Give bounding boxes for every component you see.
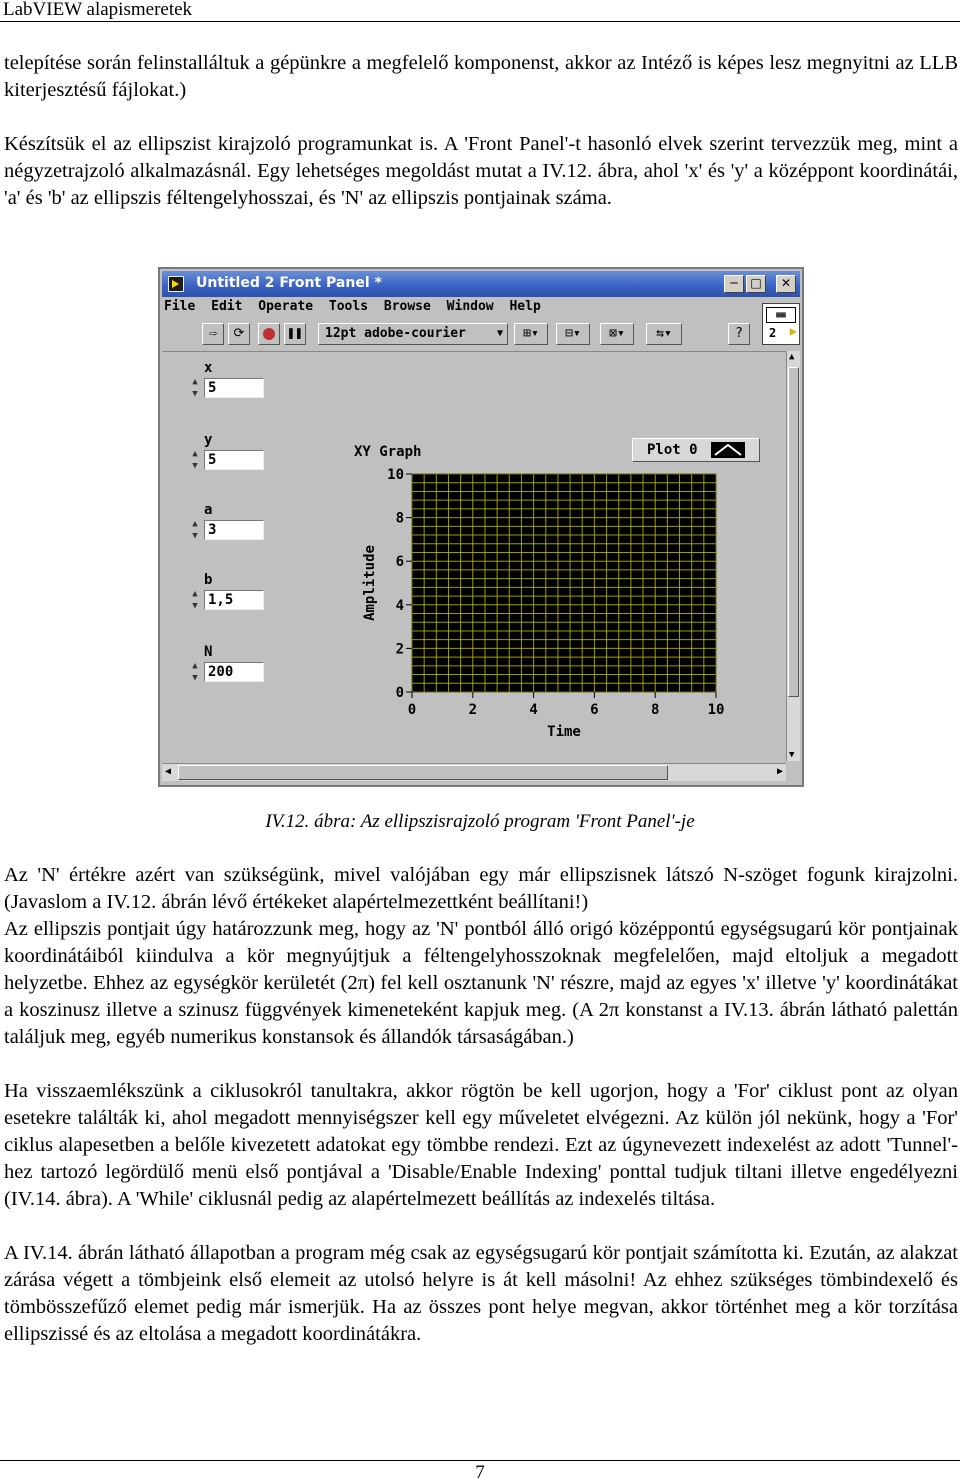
y-tick-label: 4: [395, 597, 404, 614]
horizontal-scroll-thumb[interactable]: [178, 765, 668, 780]
control-a-label: a: [204, 502, 213, 518]
vi-icon-arrow-icon: ▶: [789, 324, 797, 338]
plot-legend-label: Plot 0: [647, 442, 698, 458]
menu-window[interactable]: Window: [446, 299, 494, 314]
control-n: [184, 644, 294, 688]
scroll-down-icon[interactable]: ▼: [789, 750, 795, 760]
window-title: Untitled 2 Front Panel *: [196, 275, 382, 291]
chevron-down-icon: ▼: [496, 328, 503, 339]
plot-area: [412, 474, 716, 692]
window-titlebar[interactable]: [162, 271, 800, 297]
x-tick-label: 10: [707, 702, 725, 718]
labview-app-icon: [168, 276, 184, 292]
align-objects-icon[interactable]: ⊞▾: [514, 323, 548, 345]
paragraph-5: Ha visszaemlékszünk a ciklusokról tanultakra, akkor rögtön be kell ugorjon, hogy a 'For' ciklust pont az olyan esetekre találták ki, ahol megadott mennyiségszer kell egy műveletet elvégezni. Az külön jól nekünk, hogy a 'For' ciklus alapesetben a belőle kivezetett adatokat egy tömbbe rendezi. Ezt az úgynevezett indexelést az adott 'Tunnel'-hez tartozó legördülő menü első pontjával a 'Disable/Enable Indexing' ponttal tudjuk tiltani illetve engedélyezni (IV.14. ábra). A 'While' ciklusnál pedig az alapértelmezett beállítás az indexelés tiltása.: [4, 1080, 958, 1210]
paragraph-3: Az 'N' értékre azért van szükségünk, mivel valójában egy már ellipszisnek látszó N-szöget fogunk kirajzolni. (Javaslom a IV.12. ábrán lévő értékeket alapértelmezettként beállítani!): [4, 864, 958, 913]
horizontal-scrollbar[interactable]: [162, 763, 786, 781]
vertical-scrollbar[interactable]: [786, 351, 800, 761]
x-tick-label: 0: [407, 702, 417, 718]
control-a: [184, 502, 294, 546]
control-a-input[interactable]: 3: [204, 520, 264, 540]
control-x-stepper[interactable]: ▲ ▼: [192, 377, 198, 399]
xy-graph: [336, 464, 786, 754]
menu-operate[interactable]: Operate: [258, 299, 314, 314]
menu-tools[interactable]: Tools: [328, 299, 369, 314]
scroll-up-icon[interactable]: ▲: [789, 352, 795, 362]
control-x: [184, 360, 294, 404]
vi-icon-pane[interactable]: [762, 303, 800, 345]
control-a-stepper[interactable]: ▲ ▼: [192, 519, 198, 541]
reorder-icon[interactable]: ⇆▾: [646, 323, 682, 345]
x-axis-label: Time: [547, 724, 581, 740]
distribute-objects-icon[interactable]: ⊟▾: [556, 323, 590, 345]
pause-icon[interactable]: ❚❚: [284, 323, 306, 345]
resize-objects-icon[interactable]: ⊠▾: [600, 323, 634, 345]
scroll-right-icon[interactable]: ▶: [776, 766, 783, 777]
menu-browse[interactable]: Browse: [383, 299, 431, 314]
labview-front-panel-window: [158, 267, 804, 787]
control-x-label: x: [204, 360, 213, 376]
control-y-input[interactable]: 5: [204, 450, 264, 470]
toolbar: [162, 321, 770, 349]
x-tick-label: 8: [650, 702, 660, 718]
vi-icon-number: 2: [769, 326, 777, 340]
y-tick-label: 2: [395, 641, 404, 658]
y-tick-label: 0: [395, 685, 404, 701]
connector-pane-icon: ▦▦: [766, 307, 796, 323]
control-n-input[interactable]: 200: [204, 662, 264, 682]
minimize-button[interactable]: ─: [724, 275, 744, 293]
plot-line-icon: [711, 442, 745, 458]
paragraph-4: Az ellipszis pontjait úgy határozzunk meg, hogy az 'N' pontból álló origó középpontú egységsugarú kör pontjainak koordinátáiból kiindulva a kör megnyújtjuk a féltengelyhosszoknak megfelelően, majd eltoljuk a megadott helyzetbe. Ehhez az egységkör kerületét (2π) fel kell osztanunk 'N' részre, majd az egyes 'x' illetve 'y' koordinátákat a koszinusz illetve a szinusz függvények kimeneteként kapjuk meg. (A 2π konstanst a IV.13. ábrán látható palettán találjuk meg, egyéb numerikus konstansok és állandók társaságában.): [4, 918, 958, 1048]
y-tick-label: 8: [395, 510, 404, 527]
context-help-icon[interactable]: ?: [728, 323, 750, 345]
paragraph-2: Készítsük el az ellipszist kirajzoló programunkat is. A 'Front Panel'-t hasonló elvek szerint tervezzük meg, mint a négyzetrajzoló alkalmazásnál. Egy lehetséges megoldást mutat a IV.12. ábra, ahol 'x' és 'y' a középpont koordinátái, 'a' és 'b' az ellipszis féltengelyhosszai, és 'N' az ellipszis pontjainak száma.: [4, 133, 958, 209]
graph-title: XY Graph: [354, 444, 422, 460]
front-panel-area: [162, 351, 786, 762]
footer-rule: [0, 1460, 960, 1461]
font-setting-value: 12pt adobe-courier: [325, 326, 466, 341]
figure-caption: IV.12. ábra: Az ellipszisrajzoló program 'Front Panel'-je: [265, 811, 695, 832]
paragraph-6: A IV.14. ábrán látható állapotban a program még csak az egységsugarú kör pontjait számította ki. Ezután, az alakzat zárása végett a tömbjeink első elemeit az utolsó helyre is át kell másolni! Az ehhez szükséges tömbindexelő és tömbösszefűző elemet pedig már ismerjük. Ha az összes pont helye megvan, akkor történhet meg a kör torzítása ellipszissé és az eltolása a megadott koordinátákra.: [4, 1242, 958, 1345]
menu-help[interactable]: Help: [509, 299, 541, 314]
control-x-input[interactable]: 5: [204, 378, 264, 398]
scroll-left-icon[interactable]: ◀: [165, 766, 172, 777]
close-button[interactable]: ✕: [776, 275, 796, 293]
control-b-input[interactable]: 1,5: [204, 590, 264, 610]
run-continuously-icon[interactable]: ⟳: [228, 323, 250, 345]
x-tick-label: 4: [529, 702, 538, 718]
maximize-button[interactable]: □: [746, 275, 766, 293]
font-setting-dropdown[interactable]: [318, 323, 508, 345]
x-tick-label: 2: [468, 702, 478, 718]
control-y: [184, 432, 294, 476]
plot-legend[interactable]: [632, 438, 760, 462]
paragraph-1: telepítése során felinstalláltuk a gépünkre a megfelelő komponenst, akkor az Intéző is képes lesz megnyitni az LLB kiterjesztésű fájlokat.): [4, 52, 958, 101]
control-n-stepper[interactable]: ▲ ▼: [192, 661, 198, 683]
y-tick-label: 10: [387, 467, 404, 483]
running-header: LabVIEW alapismeretek: [0, 0, 960, 22]
menu-edit[interactable]: Edit: [211, 299, 243, 314]
abort-execution-icon[interactable]: [258, 323, 280, 345]
control-y-label: y: [204, 432, 213, 448]
vertical-scroll-thumb[interactable]: [788, 367, 799, 697]
control-b-label: b: [204, 572, 213, 588]
menu-file[interactable]: File: [164, 299, 196, 314]
menu-bar: [164, 299, 549, 319]
control-b-stepper[interactable]: ▲ ▼: [192, 589, 198, 611]
x-tick-label: 6: [590, 702, 599, 718]
page-number: 7: [475, 1462, 485, 1483]
y-axis-label: Amplitude: [362, 545, 378, 621]
plot-style-swatch: [711, 442, 745, 458]
run-arrow-icon[interactable]: ⇨: [202, 323, 224, 345]
control-n-label: N: [204, 644, 213, 660]
control-y-stepper[interactable]: ▲ ▼: [192, 449, 198, 471]
control-b: [184, 572, 294, 616]
y-tick-label: 6: [395, 554, 404, 571]
